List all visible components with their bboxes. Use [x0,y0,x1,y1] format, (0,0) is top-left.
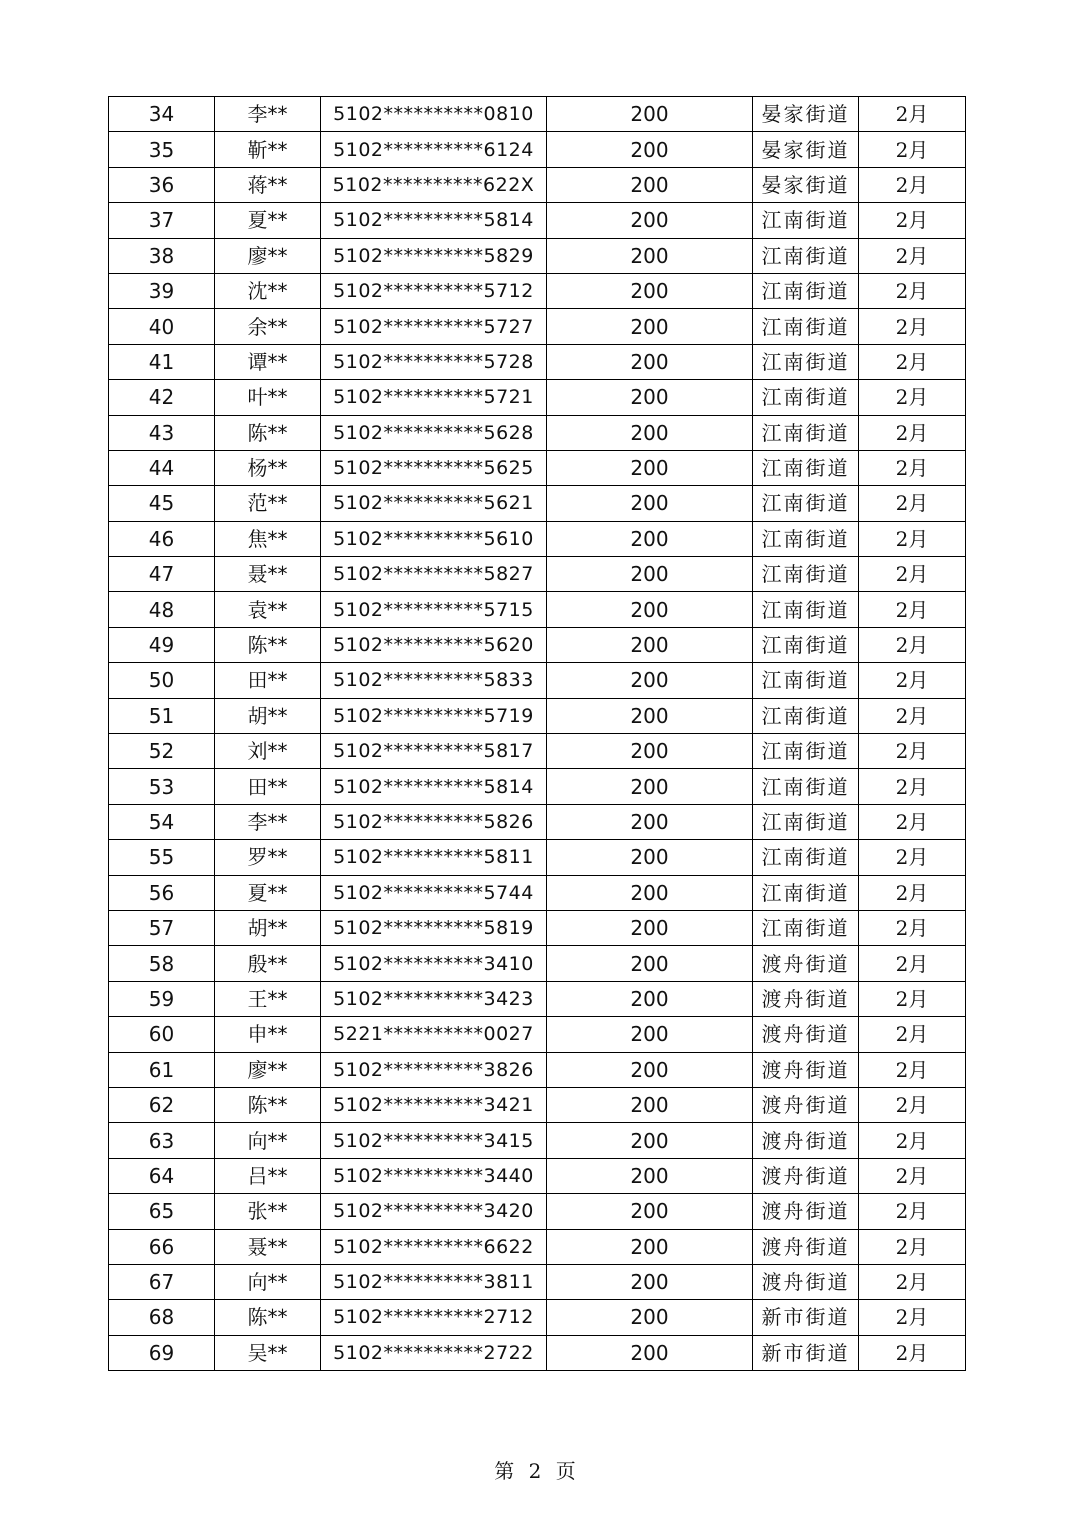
name-cell: 殷** [215,946,321,981]
id-card-cell: 5102**********3415 [321,1123,547,1158]
row-number-cell: 53 [109,769,215,804]
street-cell: 江南街道 [753,698,859,733]
table-row [109,521,966,556]
month-cell: 2月 [859,167,966,202]
amount-cell: 200 [547,910,753,945]
amount-cell: 200 [547,344,753,379]
street-cell: 江南街道 [753,380,859,415]
id-card-cell: 5221**********0027 [321,1017,547,1052]
month-cell: 2月 [859,1052,966,1087]
month-cell: 2月 [859,1158,966,1193]
month-cell: 2月 [859,1194,966,1229]
street-cell: 江南街道 [753,627,859,662]
table-row [109,344,966,379]
month-cell: 2月 [859,840,966,875]
month-cell: 2月 [859,734,966,769]
street-cell: 江南街道 [753,238,859,273]
table-row [109,1300,966,1335]
id-card-cell: 5102**********3826 [321,1052,547,1087]
name-cell: 吴** [215,1335,321,1370]
amount-cell: 200 [547,981,753,1016]
name-cell: 夏** [215,203,321,238]
amount-cell: 200 [547,486,753,521]
table-row [109,1123,966,1158]
row-number-cell: 63 [109,1123,215,1158]
table-body [109,97,966,1371]
street-cell: 江南街道 [753,663,859,698]
table-row [109,1335,966,1370]
name-cell: 王** [215,981,321,1016]
row-number-cell: 35 [109,132,215,167]
name-cell: 陈** [215,415,321,450]
id-card-cell: 5102**********3420 [321,1194,547,1229]
id-card-cell: 5102**********5814 [321,769,547,804]
street-cell: 江南街道 [753,486,859,521]
street-cell: 江南街道 [753,734,859,769]
row-number-cell: 50 [109,663,215,698]
id-card-cell: 5102**********0810 [321,97,547,132]
amount-cell: 200 [547,769,753,804]
row-number-cell: 39 [109,273,215,308]
id-card-cell: 5102**********5744 [321,875,547,910]
row-number-cell: 65 [109,1194,215,1229]
street-cell: 江南街道 [753,910,859,945]
amount-cell: 200 [547,273,753,308]
amount-cell: 200 [547,1194,753,1229]
name-cell: 刘** [215,734,321,769]
month-cell: 2月 [859,1300,966,1335]
row-number-cell: 68 [109,1300,215,1335]
id-card-cell: 5102**********5715 [321,592,547,627]
table-row [109,1194,966,1229]
table-row [109,946,966,981]
amount-cell: 200 [547,309,753,344]
name-cell: 聂** [215,557,321,592]
name-cell: 夏** [215,875,321,910]
amount-cell: 200 [547,1335,753,1370]
amount-cell: 200 [547,238,753,273]
amount-cell: 200 [547,450,753,485]
name-cell: 沈** [215,273,321,308]
month-cell: 2月 [859,1335,966,1370]
name-cell: 田** [215,663,321,698]
street-cell: 江南街道 [753,273,859,308]
amount-cell: 200 [547,521,753,556]
table-row [109,1158,966,1193]
street-cell: 江南街道 [753,557,859,592]
month-cell: 2月 [859,203,966,238]
id-card-cell: 5102**********5827 [321,557,547,592]
table-row [109,840,966,875]
row-number-cell: 58 [109,946,215,981]
row-number-cell: 40 [109,309,215,344]
street-cell: 渡舟街道 [753,946,859,981]
id-card-cell: 5102**********3423 [321,981,547,1016]
street-cell: 渡舟街道 [753,1123,859,1158]
id-card-cell: 5102**********5817 [321,734,547,769]
amount-cell: 200 [547,97,753,132]
table-row [109,804,966,839]
month-cell: 2月 [859,592,966,627]
amount-cell: 200 [547,1264,753,1299]
row-number-cell: 59 [109,981,215,1016]
month-cell: 2月 [859,698,966,733]
month-cell: 2月 [859,557,966,592]
month-cell: 2月 [859,663,966,698]
name-cell: 陈** [215,1087,321,1122]
name-cell: 陈** [215,627,321,662]
id-card-cell: 5102**********5826 [321,804,547,839]
amount-cell: 200 [547,627,753,662]
id-card-cell: 5102**********5728 [321,344,547,379]
id-card-cell: 5102**********5621 [321,486,547,521]
id-card-cell: 5102**********3440 [321,1158,547,1193]
month-cell: 2月 [859,946,966,981]
amount-cell: 200 [547,167,753,202]
name-cell: 袁** [215,592,321,627]
street-cell: 渡舟街道 [753,1158,859,1193]
row-number-cell: 49 [109,627,215,662]
street-cell: 江南街道 [753,415,859,450]
month-cell: 2月 [859,521,966,556]
street-cell: 渡舟街道 [753,1052,859,1087]
name-cell: 余** [215,309,321,344]
table-row [109,910,966,945]
name-cell: 张** [215,1194,321,1229]
id-card-cell: 5102**********6124 [321,132,547,167]
amount-cell: 200 [547,203,753,238]
name-cell: 焦** [215,521,321,556]
table-row [109,203,966,238]
name-cell: 李** [215,97,321,132]
table-row [109,592,966,627]
amount-cell: 200 [547,1017,753,1052]
amount-cell: 200 [547,1229,753,1264]
row-number-cell: 43 [109,415,215,450]
id-card-cell: 5102**********622X [321,167,547,202]
id-card-cell: 5102**********2722 [321,1335,547,1370]
amount-cell: 200 [547,804,753,839]
table-row [109,486,966,521]
month-cell: 2月 [859,132,966,167]
amount-cell: 200 [547,1052,753,1087]
table-row [109,1052,966,1087]
name-cell: 杨** [215,450,321,485]
id-card-cell: 5102**********5727 [321,309,547,344]
street-cell: 晏家街道 [753,167,859,202]
street-cell: 江南街道 [753,309,859,344]
month-cell: 2月 [859,769,966,804]
month-cell: 2月 [859,1017,966,1052]
month-cell: 2月 [859,1229,966,1264]
month-cell: 2月 [859,344,966,379]
name-cell: 罗** [215,840,321,875]
row-number-cell: 44 [109,450,215,485]
street-cell: 江南街道 [753,344,859,379]
amount-cell: 200 [547,698,753,733]
amount-cell: 200 [547,557,753,592]
name-cell: 廖** [215,1052,321,1087]
table-row [109,1087,966,1122]
name-cell: 田** [215,769,321,804]
table-row [109,981,966,1016]
table-row [109,1017,966,1052]
month-cell: 2月 [859,1087,966,1122]
month-cell: 2月 [859,450,966,485]
id-card-cell: 5102**********5814 [321,203,547,238]
name-cell: 吕** [215,1158,321,1193]
name-cell: 靳** [215,132,321,167]
table-row [109,273,966,308]
row-number-cell: 54 [109,804,215,839]
amount-cell: 200 [547,592,753,627]
table-row [109,875,966,910]
table-row [109,132,966,167]
month-cell: 2月 [859,415,966,450]
row-number-cell: 55 [109,840,215,875]
street-cell: 江南街道 [753,203,859,238]
beneficiary-table [108,96,966,1371]
row-number-cell: 45 [109,486,215,521]
row-number-cell: 57 [109,910,215,945]
table-row [109,1264,966,1299]
street-cell: 江南街道 [753,804,859,839]
row-number-cell: 47 [109,557,215,592]
id-card-cell: 5102**********5712 [321,273,547,308]
id-card-cell: 5102**********6622 [321,1229,547,1264]
id-card-cell: 5102**********3811 [321,1264,547,1299]
month-cell: 2月 [859,627,966,662]
street-cell: 新市街道 [753,1335,859,1370]
month-cell: 2月 [859,486,966,521]
name-cell: 廖** [215,238,321,273]
name-cell: 胡** [215,910,321,945]
id-card-cell: 5102**********5829 [321,238,547,273]
name-cell: 范** [215,486,321,521]
street-cell: 渡舟街道 [753,1087,859,1122]
table-row [109,1229,966,1264]
name-cell: 聂** [215,1229,321,1264]
id-card-cell: 5102**********2712 [321,1300,547,1335]
amount-cell: 200 [547,840,753,875]
table-row [109,450,966,485]
amount-cell: 200 [547,946,753,981]
amount-cell: 200 [547,1123,753,1158]
street-cell: 江南街道 [753,875,859,910]
row-number-cell: 61 [109,1052,215,1087]
id-card-cell: 5102**********5620 [321,627,547,662]
street-cell: 江南街道 [753,769,859,804]
row-number-cell: 52 [109,734,215,769]
street-cell: 渡舟街道 [753,1264,859,1299]
amount-cell: 200 [547,415,753,450]
amount-cell: 200 [547,1158,753,1193]
row-number-cell: 46 [109,521,215,556]
table-row [109,97,966,132]
row-number-cell: 69 [109,1335,215,1370]
street-cell: 晏家街道 [753,97,859,132]
table-row [109,167,966,202]
row-number-cell: 34 [109,97,215,132]
id-card-cell: 5102**********5610 [321,521,547,556]
id-card-cell: 5102**********5833 [321,663,547,698]
amount-cell: 200 [547,734,753,769]
table-row [109,557,966,592]
row-number-cell: 60 [109,1017,215,1052]
street-cell: 渡舟街道 [753,1194,859,1229]
street-cell: 渡舟街道 [753,981,859,1016]
month-cell: 2月 [859,97,966,132]
name-cell: 谭** [215,344,321,379]
id-card-cell: 5102**********5819 [321,910,547,945]
street-cell: 新市街道 [753,1300,859,1335]
month-cell: 2月 [859,1264,966,1299]
name-cell: 胡** [215,698,321,733]
street-cell: 渡舟街道 [753,1229,859,1264]
month-cell: 2月 [859,981,966,1016]
row-number-cell: 66 [109,1229,215,1264]
table-row [109,238,966,273]
name-cell: 李** [215,804,321,839]
name-cell: 向** [215,1264,321,1299]
street-cell: 江南街道 [753,592,859,627]
id-card-cell: 5102**********5721 [321,380,547,415]
table-row [109,698,966,733]
id-card-cell: 5102**********3410 [321,946,547,981]
amount-cell: 200 [547,663,753,698]
name-cell: 申** [215,1017,321,1052]
street-cell: 渡舟街道 [753,1017,859,1052]
row-number-cell: 36 [109,167,215,202]
row-number-cell: 37 [109,203,215,238]
table-row [109,415,966,450]
id-card-cell: 5102**********5719 [321,698,547,733]
row-number-cell: 51 [109,698,215,733]
street-cell: 晏家街道 [753,132,859,167]
month-cell: 2月 [859,238,966,273]
table-row [109,627,966,662]
amount-cell: 200 [547,132,753,167]
name-cell: 陈** [215,1300,321,1335]
month-cell: 2月 [859,309,966,344]
amount-cell: 200 [547,380,753,415]
month-cell: 2月 [859,273,966,308]
table-row [109,734,966,769]
month-cell: 2月 [859,910,966,945]
row-number-cell: 42 [109,380,215,415]
amount-cell: 200 [547,1300,753,1335]
month-cell: 2月 [859,1123,966,1158]
month-cell: 2月 [859,804,966,839]
table-row [109,380,966,415]
row-number-cell: 67 [109,1264,215,1299]
month-cell: 2月 [859,380,966,415]
month-cell: 2月 [859,875,966,910]
row-number-cell: 56 [109,875,215,910]
street-cell: 江南街道 [753,521,859,556]
row-number-cell: 64 [109,1158,215,1193]
row-number-cell: 48 [109,592,215,627]
row-number-cell: 41 [109,344,215,379]
row-number-cell: 62 [109,1087,215,1122]
table-row [109,309,966,344]
name-cell: 叶** [215,380,321,415]
id-card-cell: 5102**********5811 [321,840,547,875]
id-card-cell: 5102**********3421 [321,1087,547,1122]
row-number-cell: 38 [109,238,215,273]
amount-cell: 200 [547,875,753,910]
table-row [109,663,966,698]
name-cell: 向** [215,1123,321,1158]
id-card-cell: 5102**********5628 [321,415,547,450]
page-number: 第 2 页 [494,1459,580,1483]
id-card-cell: 5102**********5625 [321,450,547,485]
amount-cell: 200 [547,1087,753,1122]
name-cell: 蒋** [215,167,321,202]
table-row [109,769,966,804]
street-cell: 江南街道 [753,840,859,875]
street-cell: 江南街道 [753,450,859,485]
